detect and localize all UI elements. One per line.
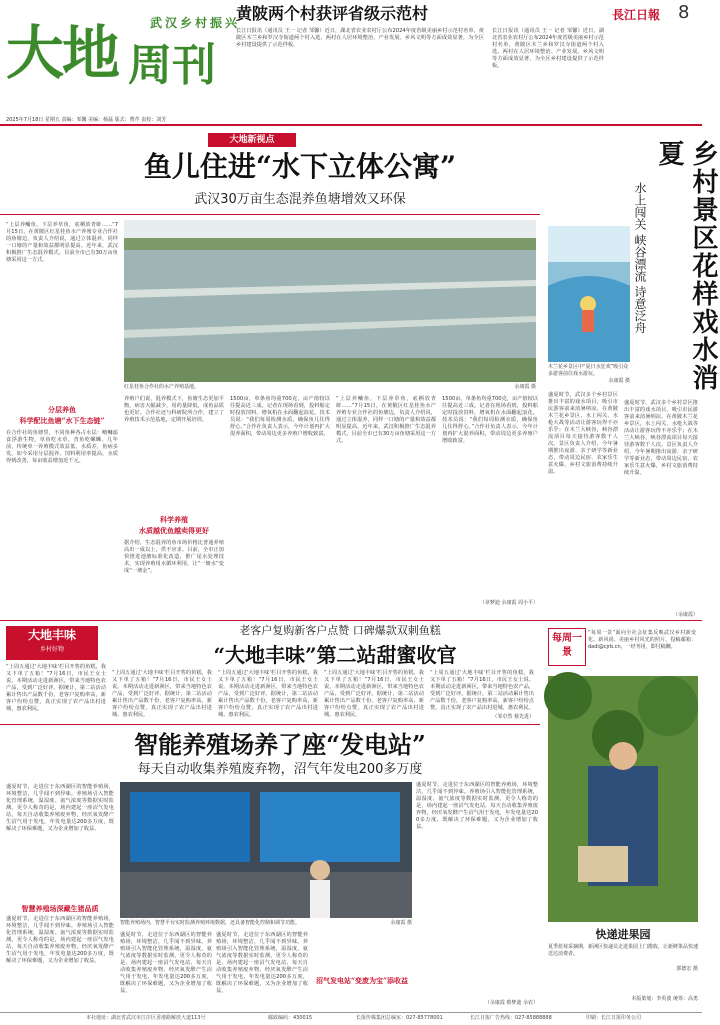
article1-subhead2-text: 科学养殖 水质越优鱼越卖得更好 bbox=[139, 515, 209, 535]
article2-title: 乡村景区花样戏水消夏 bbox=[654, 140, 718, 392]
article1-subhead1-text: 分层养鱼 科学配比鱼塘“水下生态链” bbox=[19, 405, 105, 425]
article1-col2: 养殖户们说，混养模式下，鱼塘生态更加平衡，病害大幅减少，用药量降低，成鱼品质也更好。合作社还与科研院所合作，建立了养殖技术示范基地，定期开展培训。 bbox=[124, 396, 224, 423]
top-headline: 黄陂两个村获评省级示范村 bbox=[236, 4, 429, 23]
sidebar-photo bbox=[548, 676, 698, 922]
top-article-body: 长江日报讯（通讯员 王一 记者 邹馨）近日，湖北省农业农村厅公布2024年度省级美丽乡村示范村名单，黄陂区木兰乡和罗汉寺街道两个村入选。两村在人居环境整治、产业发展、乡风文明等方面成效显著，为全区乡村建设提供了示范样板。 bbox=[236, 28, 484, 48]
article1-subtitle: 武汉30万亩生态混养鱼塘增效又环保 bbox=[194, 192, 406, 207]
sidebar-photo-caption: 夏季蓝莓采摘期，新洲区快递员走进果园上门揽收，让新鲜果品快速送达消费者。 bbox=[548, 944, 699, 957]
article1-col4: 1500亩，单条鱼均重700克，亩产值较以往提高近三成。记者在现场看到，投料船定时投放饲料，增氧机在水面翻起浪花。技术员说：“我们每周检测水质，确保鱼儿住得舒心。”合作社负责人表示，今年计划再扩大混养面积，带动周边更多养殖户增收致富。 bbox=[230, 396, 330, 437]
article1-rule bbox=[0, 214, 540, 215]
sidebar-photo-credit: 郭德宏 摄 bbox=[676, 966, 698, 972]
article2-photo bbox=[548, 226, 630, 362]
article4-subtitle: 每天自动收集养殖废弃物，沼气年发电200多万度 bbox=[137, 762, 423, 777]
article1-byline: （章梦迪 余康霞 周小平） bbox=[479, 600, 538, 606]
article2-body-col2: 盛夏时节，武汉多个乡村景区推出丰富的戏水项目，吸引市民游客前来消暑纳凉。在黄陂木兰花乡景区，水上闯关、水枪大战等活动让游客玩得不亦乐乎；在木兰大峡谷，峡谷漂流项目每天接待游客数千人次。景区负责人介绍，今年暑期推出夜游、亲子研学等新业态，带动周边民宿、农家乐生意火爆，乡村文旅消费持续升温。 bbox=[624, 400, 698, 476]
article2-kicker: 水上闯关 峡谷漂流 诗意泛舟 bbox=[633, 182, 647, 334]
article3-title: “大地丰味”第二站甜蜜收官 bbox=[213, 643, 457, 667]
article4-col4: 盛夏时节，走进位于东西湖区的智能养殖场，环境整洁，几乎闻不到异味。养殖场引入智能化管理系统，温湿度、氨气浓度等数据实时监测。更令人称奇的是，场内建起一座沼气发电站，每天自动收集养殖废弃物，经厌氧发酵产生沼气用于发电，年发电量达200多万度，既解决了环保难题，又为企业增加了收益。 bbox=[416, 782, 538, 830]
article1-photo-caption: 红星桂鱼合作社的水产养殖基地。 bbox=[124, 384, 200, 390]
article2-photo-caption: 木兰花乡景区中“夏日水狂欢”吸引众多游客前往戏水游玩。 bbox=[548, 364, 629, 377]
article4-photo bbox=[120, 782, 412, 918]
article3-col1: “上周五通过‘大地丰味’栏目开售的鱼糕，我又下单了五箱！”7月16日，市民王女士说。本期活动走进新洲区，带来当地特色农产品，受到广泛好评。据统计，第二站活动累计售出产品数千份，老客户复购率高，新客户纷纷点赞，真正实现了农产品出村进城、惠农利民。 bbox=[6, 664, 106, 712]
editor-note: 本版策划：李英波 统筹：高勇 bbox=[631, 996, 698, 1002]
page-number: 8 bbox=[678, 2, 690, 23]
article1-col6: 1500亩，单条鱼均重700克，亩产值较以往提高近三成。记者在现场看到，投料船定时投放饲料，增氧机在水面翻起浪花。技术员说：“我们每周检测水质，确保鱼儿住得舒心。”合作社负责人表示，今年计划再扩大混养面积，带动周边更多养殖户增收致富。 bbox=[442, 396, 538, 444]
article4-col1b: 盛夏时节，走进位于东西湖区的智能养殖场，环境整洁，几乎闻不到异味。养殖场引入智能化管理系统，温湿度、氨气浓度等数据实时监测。更令人称奇的是，场内建起一座沼气发电站，每天自动收集养殖废弃物，经厌氧发酵产生沼气用于发电，年发电量达200多万度，既解决了环保难题，又为企业增加了收益。 bbox=[6, 916, 114, 964]
divider-lower bbox=[0, 724, 540, 725]
article1-col5: “上层养鳙鱼，下层养草鱼，底栖放青虾……”7月15日，在黄陂区红星桂鱼水产养殖专业合作社的鱼塘边，负责人介绍说，通过立体混养，同样一口塘的产量和效益都明显提高。近年来，武汉积极推广生态混养模式，目前全市已有30万亩鱼塘采用这一方式。 bbox=[336, 396, 436, 444]
smart-farm-photo bbox=[120, 782, 412, 918]
article4-title: 智能养殖场养了座“发电站” bbox=[134, 730, 426, 759]
sidebar-photo-title: 快递进果园 bbox=[595, 928, 651, 941]
article3-byline: （邹卓然 蔡先进） bbox=[492, 714, 534, 720]
article3-tag bbox=[6, 626, 98, 660]
section-tag-label: 大地新视点 bbox=[229, 135, 275, 145]
water-park-photo bbox=[548, 226, 630, 362]
article1-photo bbox=[124, 220, 536, 382]
article4-byline: （余康霞 蔡梦迪 余农） bbox=[484, 1000, 538, 1006]
article4-col3: 盛夏时节，走进位于东西湖区的智能养殖场，环境整洁，几乎闻不到异味。养殖场引入智能化管理系统，温湿度、氨气浓度等数据实时监测。更令人称奇的是，场内建起一座沼气发电站，每天自动收集养殖废弃物，经厌氧发酵产生沼气用于发电，年发电量达200多万度，既解决了环保难题，又为企业增加了收益。 bbox=[216, 932, 308, 994]
article2-body-col1: 盛夏时节，武汉多个乡村景区推出丰富的戏水项目，吸引市民游客前来消暑纳凉。在黄陂木兰花乡景区，水上闯关、水枪大战等活动让游客玩得不亦乐乎；在木兰大峡谷，峡谷漂流项目每天接待游客数千人次。景区负责人介绍，今年暑期推出夜游、亲子研学等新业态，带动周边民宿、农家乐生意火爆，乡村文旅消费持续升温。 bbox=[548, 392, 618, 475]
article3-tag-sub: 乡村好物 bbox=[39, 646, 64, 653]
article3-tag-label: 大地丰味 bbox=[27, 628, 76, 642]
masthead-logo-sub: 周刊 bbox=[128, 40, 216, 91]
newspaper-brand: 長江日報 bbox=[612, 8, 661, 22]
orchard-courier-photo bbox=[548, 676, 698, 922]
fish-pond-photo bbox=[124, 220, 536, 382]
article4-photo-caption: 智能养殖场内，智慧平台实时监测养殖环境数据，还具备智能化控制和调节功能。 bbox=[120, 920, 301, 926]
article4-col1: 盛夏时节，走进位于东西湖区的智能养殖场，环境整洁，几乎闻不到异味。养殖场引入智能化管理系统，温湿度、氨气浓度等数据实时监测。更令人称奇的是，场内建起一座沼气发电站，每天自动收集养殖废弃物，经厌氧发酵产生沼气用于发电，年发电量达200多万度，既解决了环保难题，又为企业增加了收益。 bbox=[6, 784, 114, 832]
article4-col2: 盛夏时节，走进位于东西湖区的智能养殖场，环境整洁，几乎闻不到异味。养殖场引入智能化管理系统，温湿度、氨气浓度等数据实时监测。更令人称奇的是，场内建起一座沼气发电站，每天自动收集养殖废弃物，经厌氧发酵产生沼气用于发电，年发电量达200多万度，既解决了环保难题，又为企业增加了收益。 bbox=[120, 932, 212, 994]
article4-photo-credit: 余康霞 摄 bbox=[390, 920, 412, 926]
footer-ad: 长江日报广告热线：027-85888888 bbox=[470, 1015, 552, 1021]
article2-byline: （余康霞） bbox=[672, 612, 698, 618]
article3-kicker: 老客户复购新客户点赞 口碑爆款双刺鱼糕 bbox=[239, 624, 441, 637]
masthead-logo-main: 大地 bbox=[6, 19, 119, 87]
sidebar-title: 每周一景 bbox=[552, 633, 582, 658]
section-tag bbox=[208, 133, 296, 147]
footer-print: 印刷：长江日报印务公司 bbox=[586, 1015, 642, 1021]
footer-postcode: 邮政编码：430015 bbox=[268, 1015, 313, 1021]
article1-photo-credit: 余康霞 摄 bbox=[514, 384, 536, 390]
article1-subhead1 bbox=[6, 404, 118, 426]
article1-subhead2 bbox=[124, 514, 224, 536]
sidebar-title-box bbox=[548, 628, 586, 666]
masthead-rule bbox=[0, 124, 702, 126]
article1-col3: 据介绍，生态混养的鱼市场价格比普通养殖高出一成以上，供不应求。目前，全市正加快推进池塘标准化改造，推广尾水处理技术，实现养殖用水循环利用，让“一塘水”变成“一塘金”。 bbox=[124, 540, 224, 574]
footer-phone: 长报传媒集团总编室：027-85778001 bbox=[356, 1015, 443, 1021]
article1-title: 鱼儿住进“水下立体公寓” bbox=[143, 150, 457, 183]
issue-line: 2025年7月18日 星期五 责编：邹馨 美编：杨磊 版式：曹芹 责校：刘芳 bbox=[6, 117, 167, 123]
article3-col2: “上周五通过‘大地丰味’栏目开售的鱼糕，我又下单了五箱！”7月16日，市民王女士说。本期活动走进新洲区，带来当地特色农产品，受到广泛好评。据统计，第二站活动累计售出产品数千份，老客户复购率高，新客户纷纷点赞，真正实现了农产品出村进城、惠农利民。 bbox=[112, 670, 212, 718]
sidebar-intro: “每周一景”面向全社会征集反映武汉乡村新变化、新风尚、美丽乡村风光的照片，投稿邮箱：dadi@cjrb.cn，一经刊用，即付稿酬。 bbox=[588, 630, 696, 650]
article3-col3: “上周五通过‘大地丰味’栏目开售的鱼糕，我又下单了五箱！”7月16日，市民王女士说。本期活动走进新洲区，带来当地特色农产品，受到广泛好评。据统计，第二站活动累计售出产品数千份，老客户复购率高，新客户纷纷点赞，真正实现了农产品出村进城、惠农利民。 bbox=[218, 670, 318, 718]
article4-subhead1: 智慧养殖场深藏生猪品质 bbox=[21, 904, 99, 913]
masthead bbox=[0, 0, 702, 128]
article2-photo-credit: 余康霞 摄 bbox=[608, 378, 630, 384]
article4-subhead2: 沼气发电站“变废为宝”添收益 bbox=[315, 976, 409, 985]
article3-col5: “上周五通过‘大地丰味’栏目开售的鱼糕，我又下单了五箱！”7月16日，市民王女士说。本期活动走进新洲区，带来当地特色农产品，受到广泛好评。据统计，第二站活动累计售出产品数千份，老客户复购率高，新客户纷纷点赞，真正实现了农产品出村进城、惠农利民。 bbox=[430, 670, 534, 711]
top-article-body-2: 长江日报讯（通讯员 王一 记者 邹馨）近日，湖北省农业农村厅公布2024年度省级美丽乡村示范村名单，黄陂区木兰乡和罗汉寺街道两个村入选。两村在人居环境整治、产业发展、乡风文明等方面成效显著，为全区乡村建设提供了示范样板。 bbox=[492, 28, 604, 69]
footer-address: 本社地址：湖北省武汉市江岸区香港路解放大道113号 bbox=[86, 1015, 206, 1021]
divider-mid bbox=[0, 620, 702, 621]
footer bbox=[0, 1012, 702, 1025]
article3-col4: “上周五通过‘大地丰味’栏目开售的鱼糕，我又下单了五箱！”7月16日，市民王女士说。本期活动走进新洲区，带来当地特色农产品，受到广泛好评。据统计，第二站活动累计售出产品数千份，老客户复购率高，新客户纷纷点赞，真正实现了农产品出村进城、惠农利民。 bbox=[324, 670, 424, 718]
article1-col1b: 在合作社的鱼塘里，不同鱼种各占水层：鲢鳙滤食浮游生物，草鱼吃水草，青鱼吃螺蛳。几年前，传统单一养殖模式效益低、水质差，鱼病多发。如今采用分层混养，饲料利用率提高，水质得到改善，每亩收益增加近千元。 bbox=[6, 430, 118, 464]
masthead-slogan: 武汉乡村振兴 bbox=[150, 16, 241, 30]
article1-col1: “上层养鳙鱼，下层养草鱼，底栖放青虾……”7月15日，在黄陂区红星桂鱼水产养殖专业合作社的鱼塘边，负责人介绍说，通过立体混养，同样一口塘的产量和效益都明显提高。近年来，武汉积极推广生态混养模式，目前全市已有30万亩鱼塘采用这一方式。 bbox=[6, 222, 118, 263]
